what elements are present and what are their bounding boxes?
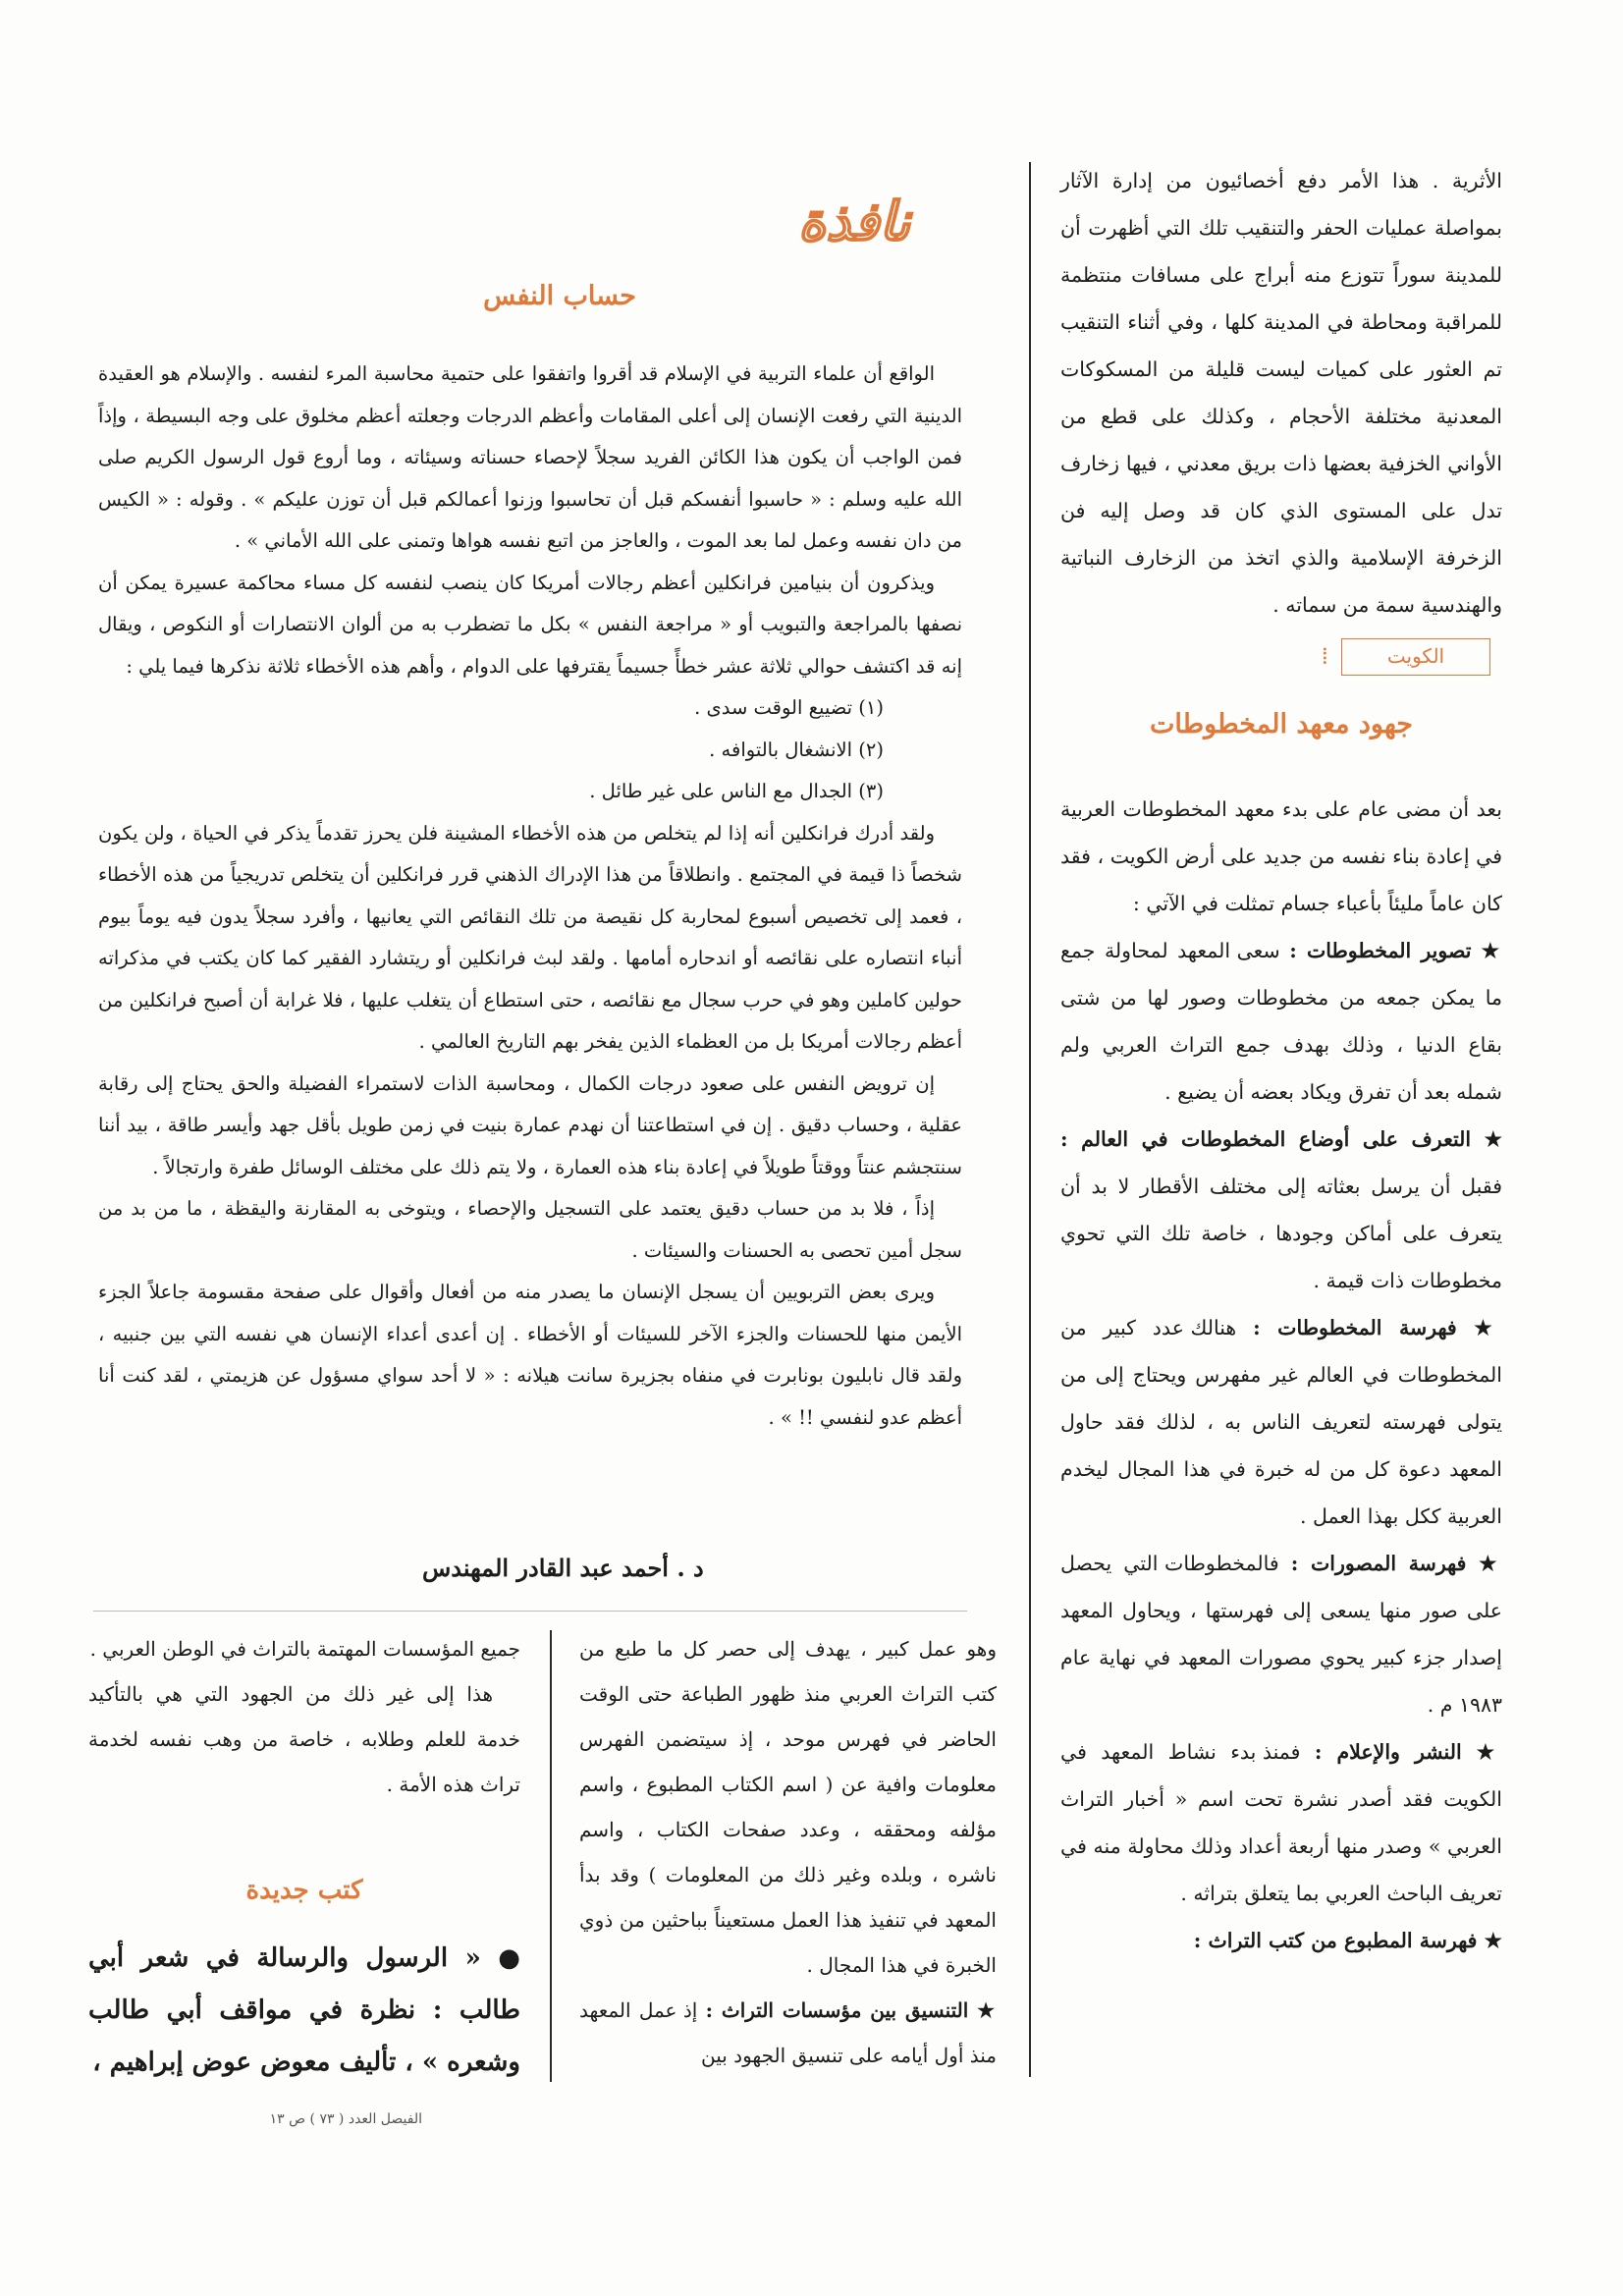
section-marker-icon: ⁞ xyxy=(1322,642,1328,670)
section-divider xyxy=(93,1611,967,1612)
coordination-continuation xyxy=(88,1626,520,1807)
closing-text: هذا إلى غير ذلك من الجهود التي هي بالتأكيد خدمة للعلم وطلابه ، خاصة من وهب نفسه لخدمة تراث هذه الأمة . xyxy=(88,1682,520,1796)
catalog-text: وهو عمل كبير ، يهدف إلى حصر كل ما طبع من كتب التراث العربي منذ ظهور الطباعة حتى الوقت الحاضر في فهرس موحد ، إذ سيتضمن الفهرس معلومات وافية عن ( اسم الكتاب المطبوع ، واسم مؤلفه ومحققه ، وعدد صفحات الكتاب ، واسم ناشره ، وبلده وغير ذلك من المعلومات ) وقد بدأ المعهد في تنفيذ هذا العمل مستعيناً بباحثين من ذوي الخبرة في هذا المجال . xyxy=(579,1637,997,1977)
institute-heading: جهود معهد المخطوطات xyxy=(1149,709,1413,739)
essay-paragraph: ولقد أدرك فرانكلين أنه إذا لم يتخلص من هذه الأخطاء المشينة فلن يحرز تقدماً يذكر في الحياة ، ولن يكون شخصاً ذا قيمة في المجتمع . وانطلاقاً من هذا الإدراك الذهني قرر فرانكلين أن يتخلص تدريجياً من هذه الأخطاء ، فعمد إلى تخصيص أسبوع لمحاربة كل نقيصة من تلك النقائص التي يعانيها ، وأفرد سجلاً يدون فيه يوماً بيوم أنباء انتصاره على نقائصه أو اندحاره أمامها . ولقد لبث فرانكلين أو ريتشارد الفقير كما كان يكتب في مذكراته حولين كاملين وهو في حرب سجال مع نقائصه ، حتى استطاع أن يتغلب عليها ، فلا غرابة أن أصبح فرانكلين من أعظم رجالات أمريكا بل من العظماء الذين يفخر بهم التاريخ العالمي . xyxy=(98,821,962,1053)
archaeology-text: الأثرية . هذا الأمر دفع أخصائيون من إدارة الآثار بمواصلة عمليات الحفر والتنقيب تلك التي أظهرت أن للمدينة سوراً تتوزع منه أبراج على مسافات منتظمة للمراقبة ومحاطة في المدينة كلها ، وفي أثناء التنقيب تم العثور على كميات ليست قليلة من المسكوكات المعدنية مختلفة الأحجام ، وكذلك على قطع من الأواني الخزفية بعضها ذات بريق معدني ، فيها زخارف تدل على المستوى الذي كان قد وصل إليه فن الزخرفة الإسلامية والذي اتخذ من الزخارف النباتية والهندسية سمة من سماته . xyxy=(1060,169,1502,617)
list-item: ★ فهرسة المطبوع من كتب التراث : xyxy=(1193,1929,1502,1952)
essay-paragraph: الواقع أن علماء التربية في الإسلام قد أقروا واتفقوا على حتمية محاسبة المرء لنفسه . والإسلام هو العقيدة الدينية التي رفعت الإنسان إلى أعلى المقامات وأعظم الدرجات وجعلته أعظم مخلوق على وجه البسيطة ، وإذاً فمن الواجب أن يكون هذا الكائن الفريد سجلاً لإحصاء حسناته وسيئاته ، وما أروع قول الرسول الكريم صلى الله عليه وسلم : « حاسبوا أنفسكم قبل أن تحاسبوا وزنوا أعمالكم قبل أن توزن عليكم » . وقوله : « الكيس من دان نفسه وعمل لما بعد الموت ، والعاجز من اتبع نفسه هواها وتمنى على الله الأماني » . xyxy=(98,362,962,552)
catalog-continuation xyxy=(579,1626,997,2078)
new-books-entry xyxy=(88,1933,520,2089)
section-tag: الكويت xyxy=(1341,638,1490,676)
book-entry: ● « الرسول والرسالة في شعر أبي طالب : نظرة في مواقف أبي طالب وشعره » ، تأليف معوض عوض إبراهيم ، xyxy=(88,1943,520,2077)
list-item: ★ التنسيق بين مؤسسات التراث : إذ عمل المعهد منذ أول أيامه على تنسيق الجهود بين xyxy=(579,1998,998,2067)
essay-paragraph: ويذكرون أن بنيامين فرانكلين أعظم رجالات أمريكا كان ينصب لنفسه كل مساء محاكمة عسيرة يمكن أن نصفها بالمراجعة والتبويب أو « مراجعة النفس » بكل ما تضطرب به من ألوان الانتصارات أو النكوص ، ويقال إنه قد اكتشف حوالي ثلاثة عشر خطأً جسيماً يقترفها على الدوام ، وأهم هذه الأخطاء ثلاثة نذكرها فيما يلي : xyxy=(98,571,962,678)
essay-paragraph: إن ترويض النفس على صعود درجات الكمال ، ومحاسبة الذات لاستمراء الفضيلة والحق يحتاج إلى رقابة عقلية ، وحساب دقيق . إن في استطاعتنا أن نهدم عمارة بنيت في زمن طويل بأقل جهد وأيسر طاقة ، بيد أننا سنتجشم عنتاً ووقتاً طويلاً في إعادة بناء هذه العمارة ، ولا يتم ذلك على مختلف الوسائل طفرة وارتجالاً . xyxy=(98,1071,962,1178)
list-item: ★ تصوير المخطوطات : سعى المعهد لمحاولة جمع ما يمكن جمعه من مخطوطات وصور لها من شتى بقاع الدنيا ، وذلك بهدف جمع التراث العربي ولم شمله بعد أن تفرق ويكاد بعضه أن يضيع . xyxy=(1060,939,1502,1104)
institute-lead: بعد أن مضى عام على بدء معهد المخطوطات العربية في إعادة بناء نفسه من جديد على أرض الكويت ، فقد كان عاماً مليئاً بأعباء جسام تمثلت في الآتي : xyxy=(1060,797,1502,915)
institute-article xyxy=(1060,786,1502,1964)
essay-title: حساب النفس xyxy=(483,281,636,311)
coordination-text: جميع المؤسسات المهتمة بالتراث في الوطن العربي . xyxy=(89,1637,520,1661)
author-byline: د . أحمد عبد القادر المهندس xyxy=(422,1554,704,1582)
list-item: (٢) الانشغال بالتوافه . xyxy=(709,738,884,761)
list-item: ★ فهرسة المصورات : فالمخطوطات التي يحصل على صور منها يسعى إلى فهرستها ، ويحاول المعهد إصدار جزء كبير يحوي مصورات المعهد في نهاية عام ١٩٨٣ م . xyxy=(1060,1552,1502,1717)
essay-paragraph: ويرى بعض التربويين أن يسجل الإنسان ما يصدر منه من أفعال وأقوال على صفحة مقسومة جاعلاً الجزء الأيمن منها للحسنات والجزء الآخر للسيئات أو الأخطاء . إن أعدى أعداء الإنسان هي نفسه التي بين جنبيه ، ولقد قال نابليون بونابرت في منفاه بجزيرة سانت هيلانه : « لا أحد سواي مسؤول عن هزيمتي ، لقد كنت أنا أعظم عدو لنفسي !! » . xyxy=(98,1281,962,1429)
new-books-heading: كتب جديدة xyxy=(245,1876,363,1905)
list-item: ★ التعرف على أوضاع المخطوطات في العالم : فقبل أن يرسل بعثاته إلى مختلف الأقطار لا بد أن يتعرف على أماكن وجودها ، خاصة تلك التي تحوي مخطوطات ذات قيمة . xyxy=(1060,1127,1502,1292)
column-divider xyxy=(550,1630,552,2082)
column-divider xyxy=(1029,162,1031,2077)
essay-paragraph: إذاً ، فلا بد من حساب دقيق يعتمد على التسجيل والإحصاء ، ويتوخى به المقارنة واليقظة ، ما من بد من سجل أمين تحصى به الحسنات والسيئات . xyxy=(98,1197,962,1262)
list-item: (٣) الجدال مع الناس على غير طائل . xyxy=(589,780,884,802)
list-item: (١) تضييع الوقت سدى . xyxy=(694,696,884,719)
list-item: ★ النشر والإعلام : فمنذ بدء نشاط المعهد في الكويت فقد أصدر نشرة تحت اسم « أخبار التراث العربي » وصدر منها أربعة أعداد وذلك محاولة منه في تعريف الباحث العربي بما يتعلق بتراثه . xyxy=(1060,1740,1502,1905)
window-logo: نافذة xyxy=(798,190,910,252)
archaeology-paragraph xyxy=(1060,157,1502,629)
page-footer: الفيصل العدد ( ٧٣ ) ص ١٣ xyxy=(269,2111,422,2127)
list-item: ★ فهرسة المخطوطات : هنالك عدد كبير من المخطوطات في العالم غير مفهرس ويحتاج إلى من يتولى فهرسته لتعريف الناس به ، لذلك فقد حاول المعهد دعوة كل من له خبرة في هذا المجال ليخدم العربية ككل بهذا العمل . xyxy=(1060,1316,1502,1528)
essay-body xyxy=(98,354,962,1439)
